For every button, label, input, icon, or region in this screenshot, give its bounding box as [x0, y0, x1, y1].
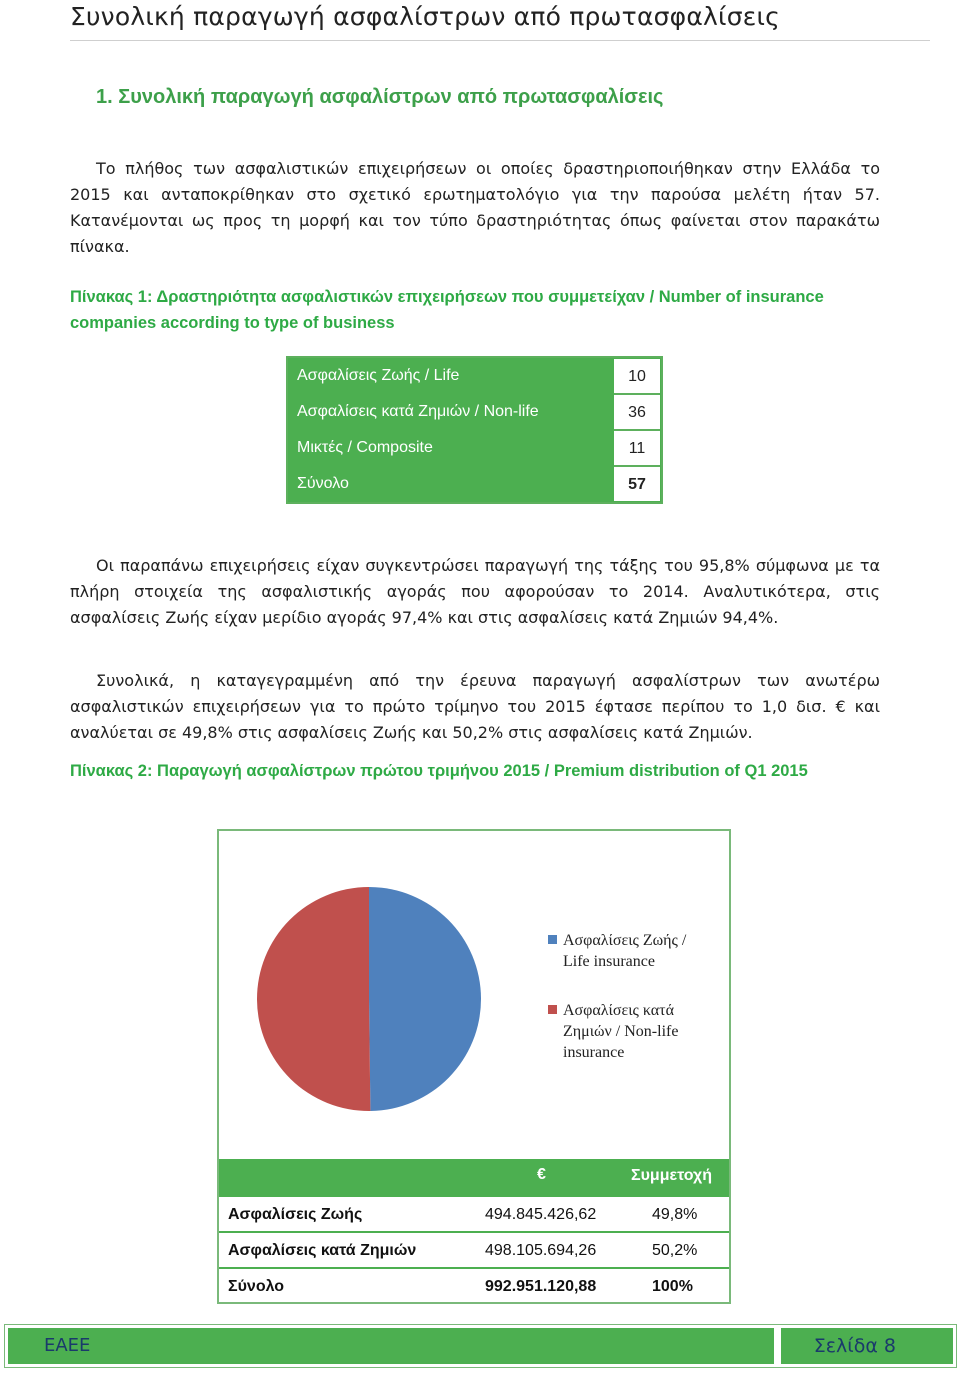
paragraph-intro	[70, 156, 880, 260]
legend-label-nonlife: Ασφαλίσεις κατά Ζημιών / Non-life insurance	[563, 1002, 679, 1061]
paragraph-intro-text: Το πλήθος των ασφαλιστικών επιχειρήσεων οι οποίες δραστηριοποιήθηκαν στην Ελλάδα το 2015 και ανταποκρίθηκαν στο σχετικό ερωτηματολόγιο για την παρούσα μελέτη ήταν 57. Κατανέμονται ως προς τη μορφή και τον τύπο δραστηριότητας όπως φαίνεται στον παρακάτω πίνακα.	[70, 159, 880, 256]
row-label: Ασφαλίσεις Ζωής	[228, 1206, 363, 1223]
pie-slice-1	[257, 887, 370, 1111]
euro-header: €	[537, 1166, 546, 1183]
companies-table	[286, 356, 663, 504]
paragraph-premium-text: Συνολικά, η καταγεγραμμένη από την έρευνα παραγωγή ασφαλίστρων των ανωτέρω ασφαλιστικών επιχειρήσεων για το πρώτο τρίμηνο του 2015 έφτασε περίπου το 1,0 δισ. € και αναλύεται σε 49,8% στις ασφαλίσεις Ζωής και 50,2% στις ασφαλίσεις κατά Ζημιών.	[70, 671, 880, 742]
section-heading: 1. Συνολική παραγωγή ασφαλίστρων από πρωτασφαλίσεις	[96, 86, 664, 108]
paragraph-premium	[70, 668, 880, 746]
page-header-title: Συνολική παραγωγή ασφαλίστρων από πρωτασφαλίσεις	[70, 2, 780, 31]
table-row	[219, 1195, 729, 1231]
table2-caption: Πίνακας 2: Παραγωγή ασφαλίστρων πρώτου τριμήνου 2015 / Premium distribution of Q1 2015	[70, 762, 808, 780]
chart-legend	[548, 930, 708, 1091]
table-row	[288, 466, 661, 502]
table-cell-value: 11	[614, 429, 660, 465]
share-header: Συμμετοχή	[631, 1167, 712, 1184]
footer-org: ΕΑΕΕ	[8, 1328, 774, 1364]
row-amount: 992.951.120,88	[485, 1278, 597, 1295]
table-row	[288, 394, 661, 430]
row-label: Σύνολο	[228, 1278, 285, 1295]
premium-table-header	[219, 1159, 729, 1195]
table-row	[219, 1231, 729, 1267]
footer-page-number: Σελίδα 8	[781, 1328, 953, 1364]
legend-label-life: Ασφαλίσεις Ζωής / Life insurance	[563, 932, 687, 970]
row-share: 50,2%	[652, 1242, 698, 1259]
table-cell-label: Ασφαλίσεις Ζωής / Life	[297, 367, 460, 384]
table-cell-value: 10	[614, 359, 660, 393]
page-footer	[4, 1324, 957, 1368]
legend-swatch-life	[548, 935, 557, 944]
paragraph-market-share	[70, 553, 880, 631]
premium-table	[219, 1159, 729, 1303]
table-row-total	[219, 1267, 729, 1303]
row-label: Ασφαλίσεις κατά Ζημιών	[228, 1242, 417, 1259]
table-cell-value: 36	[614, 393, 660, 429]
table-cell-label: Μικτές / Composite	[297, 439, 433, 456]
pie-slice-0	[369, 887, 481, 1111]
row-amount: 498.105.694,26	[485, 1242, 597, 1259]
row-amount: 494.845.426,62	[485, 1206, 597, 1223]
header-divider	[70, 40, 930, 41]
legend-item-life	[548, 930, 708, 972]
table1-caption: Πίνακας 1: Δραστηριότητα ασφαλιστικών επιχειρήσεων που συμμετείχαν / Number of insurance companies according to type of business	[70, 288, 824, 332]
legend-item-nonlife	[548, 1000, 708, 1063]
table-cell-value: 57	[614, 465, 660, 501]
row-share: 49,8%	[652, 1206, 698, 1223]
legend-swatch-nonlife	[548, 1005, 557, 1014]
table-row	[288, 358, 661, 394]
table-cell-label: Σύνολο	[297, 475, 349, 492]
table-cell-label: Ασφαλίσεις κατά Ζημιών / Non-life	[297, 403, 539, 420]
row-share: 100%	[652, 1278, 693, 1295]
table-row	[288, 430, 661, 466]
paragraph-market-share-text: Οι παραπάνω επιχειρήσεις είχαν συγκεντρώσει παραγωγή της τάξης του 95,8% σύμφωνα με τα πλήρη στοιχεία της ασφαλιστικής αγοράς που αφορούσαν το 2014. Αναλυτικότερα, στις ασφαλίσεις Ζωής είχαν μερίδιο αγοράς 97,4% και στις ασφαλίσεις κατά Ζημιών 94,4%.	[70, 556, 880, 627]
